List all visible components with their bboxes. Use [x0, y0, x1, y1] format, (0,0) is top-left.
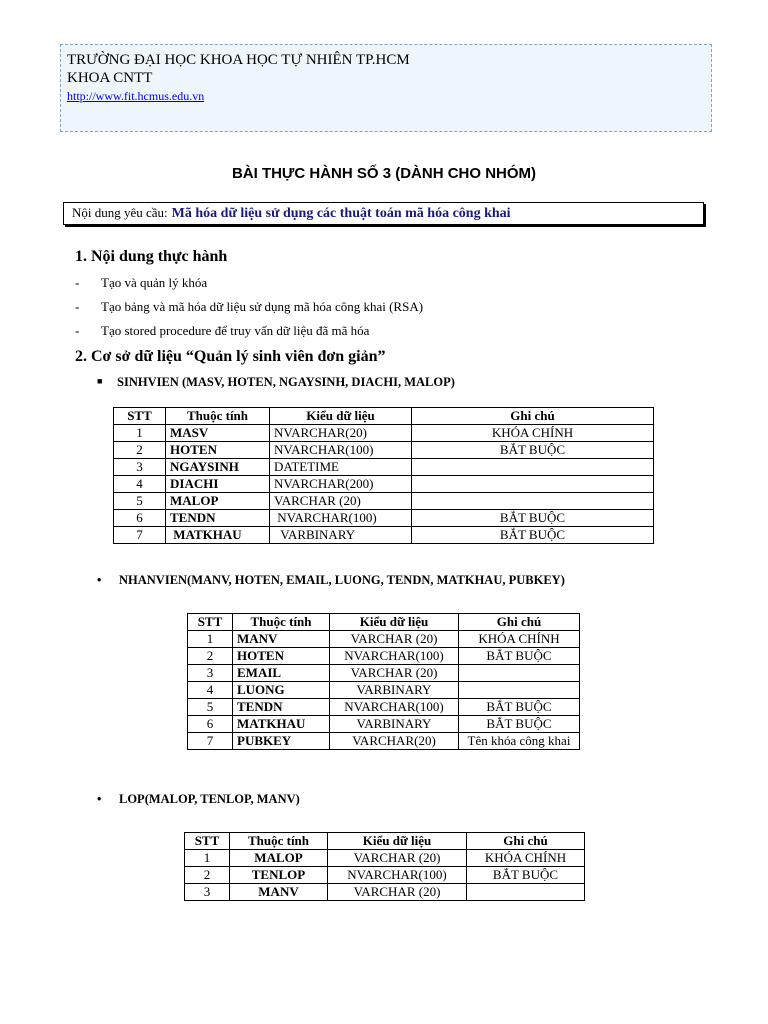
- table-cell: NGAYSINH: [166, 459, 270, 476]
- table-cell: VARBINARY: [330, 682, 459, 699]
- table-cell: 5: [188, 699, 233, 716]
- column-header: Ghi chú: [412, 408, 654, 425]
- table-cell: TENLOP: [230, 867, 328, 884]
- list-item: - Tạo bảng và mã hóa dữ liệu sử dụng mã hóa công khai (RSA): [75, 299, 424, 314]
- column-header: Kiểu dữ liệu: [330, 614, 459, 631]
- section2-heading: 2. Cơ sở dữ liệu “Quản lý sinh viên đơn giản”: [75, 348, 386, 365]
- table-cell: VARCHAR (20): [328, 850, 467, 867]
- table-cell: 4: [114, 476, 166, 493]
- table-cell: BẮT BUỘC: [412, 510, 654, 527]
- table-cell: DIACHI: [166, 476, 270, 493]
- list-item: - Tạo stored procedure để truy vấn dữ liệu đã mã hóa: [75, 323, 370, 338]
- table-cell: NVARCHAR(100): [270, 442, 412, 459]
- table-cell: VARCHAR(20): [330, 733, 459, 750]
- column-header: Kiểu dữ liệu: [270, 408, 412, 425]
- column-header: Ghi chú: [459, 614, 580, 631]
- table-cell: 1: [185, 850, 230, 867]
- table-row: [114, 442, 654, 459]
- table-cell: NVARCHAR(100): [270, 510, 412, 527]
- column-header: Thuộc tính: [233, 614, 330, 631]
- table-header-row: [185, 833, 585, 850]
- table-row: [188, 648, 580, 665]
- table-cell: 3: [114, 459, 166, 476]
- table-cell: BẮT BUỘC: [459, 699, 580, 716]
- sinhvien-title: ■ SINHVIEN (MASV, HOTEN, NGAYSINH, DIACHI, MALOP): [97, 375, 455, 389]
- table-cell: MATKHAU: [166, 527, 270, 544]
- table-cell: 2: [114, 442, 166, 459]
- table-cell: VARCHAR (20): [330, 631, 459, 648]
- table-cell: TENDN: [166, 510, 270, 527]
- table-row: [185, 884, 585, 901]
- table-row: [188, 733, 580, 750]
- round-bullet-icon: •: [97, 792, 102, 806]
- table-cell: 3: [188, 665, 233, 682]
- requirement-content: Mã hóa dữ liệu sử dụng các thuật toán mã hóa công khai: [171, 206, 511, 221]
- table-row: [114, 510, 654, 527]
- column-header: Thuộc tính: [230, 833, 328, 850]
- table-cell: [467, 884, 585, 901]
- table-cell: EMAIL: [233, 665, 330, 682]
- table-cell: 1: [188, 631, 233, 648]
- table-row: [185, 850, 585, 867]
- requirement-label: Nội dung yêu cầu:: [72, 205, 168, 220]
- table-row: [188, 699, 580, 716]
- column-header: Kiểu dữ liệu: [328, 833, 467, 850]
- table-cell: DATETIME: [270, 459, 412, 476]
- table-cell: 4: [188, 682, 233, 699]
- table-cell: Tên khóa công khai: [459, 733, 580, 750]
- table-cell: HOTEN: [166, 442, 270, 459]
- table-cell: NVARCHAR(100): [330, 648, 459, 665]
- table-cell: MALOP: [230, 850, 328, 867]
- table-cell: NVARCHAR(100): [330, 699, 459, 716]
- table-cell: LUONG: [233, 682, 330, 699]
- table-cell: [459, 682, 580, 699]
- table-header-row: [114, 408, 654, 425]
- table-cell: [412, 493, 654, 510]
- table-row: [114, 493, 654, 510]
- table-cell: VARCHAR (20): [328, 884, 467, 901]
- table-cell: 1: [114, 425, 166, 442]
- table-row: [114, 476, 654, 493]
- table-cell: MANV: [230, 884, 328, 901]
- faculty-website-link[interactable]: http://www.fit.hcmus.edu.vn: [67, 89, 205, 103]
- table-cell: KHÓA CHÍNH: [412, 425, 654, 442]
- section1-heading: 1. Nội dung thực hành: [75, 248, 228, 265]
- table-cell: MATKHAU: [233, 716, 330, 733]
- table-cell: [459, 665, 580, 682]
- table-cell: KHÓA CHÍNH: [467, 850, 585, 867]
- table-cell: TENDN: [233, 699, 330, 716]
- table-cell: NVARCHAR(200): [270, 476, 412, 493]
- nhanvien-table: [187, 613, 580, 750]
- table-cell: VARBINARY: [270, 527, 412, 544]
- table-cell: [412, 459, 654, 476]
- table-cell: BẮT BUỘC: [412, 442, 654, 459]
- table-cell: BẮT BUỘC: [459, 716, 580, 733]
- sinhvien-table: [113, 407, 654, 544]
- column-header: STT: [185, 833, 230, 850]
- table-cell: HOTEN: [233, 648, 330, 665]
- round-bullet-icon: •: [97, 573, 102, 587]
- table-cell: 7: [188, 733, 233, 750]
- table-row: [114, 425, 654, 442]
- table-cell: MASV: [166, 425, 270, 442]
- table-cell: 3: [185, 884, 230, 901]
- lop-table: [184, 832, 585, 901]
- university-header: [60, 44, 712, 132]
- table-cell: BẮT BUỘC: [467, 867, 585, 884]
- lop-title: • LOP(MALOP, TENLOP, MANV): [97, 792, 300, 806]
- table-cell: 6: [114, 510, 166, 527]
- table-cell: [412, 476, 654, 493]
- table-cell: 2: [185, 867, 230, 884]
- page-title: BÀI THỰC HÀNH SỐ 3 (DÀNH CHO NHÓM): [231, 165, 537, 182]
- table-cell: 6: [188, 716, 233, 733]
- table-cell: VARBINARY: [330, 716, 459, 733]
- table-cell: 7: [114, 527, 166, 544]
- table-cell: NVARCHAR(20): [270, 425, 412, 442]
- table-cell: 5: [114, 493, 166, 510]
- table-row: [188, 682, 580, 699]
- table-cell: MALOP: [166, 493, 270, 510]
- table-row: [188, 716, 580, 733]
- nhanvien-title: • NHANVIEN(MANV, HOTEN, EMAIL, LUONG, TENDN, MATKHAU, PUBKEY): [97, 573, 565, 587]
- table-row: [188, 665, 580, 682]
- requirement-box: [63, 202, 704, 225]
- column-header: STT: [188, 614, 233, 631]
- table-cell: MANV: [233, 631, 330, 648]
- table-cell: PUBKEY: [233, 733, 330, 750]
- table-row: [114, 459, 654, 476]
- table-cell: NVARCHAR(100): [328, 867, 467, 884]
- table-cell: VARCHAR (20): [330, 665, 459, 682]
- university-name: TRƯỜNG ĐẠI HỌC KHOA HỌC TỰ NHIÊN TP.HCM: [67, 52, 410, 68]
- list-item: - Tạo và quản lý khóa: [75, 275, 208, 290]
- column-header: Ghi chú: [467, 833, 585, 850]
- table-row: [114, 527, 654, 544]
- table-row: [185, 867, 585, 884]
- column-header: STT: [114, 408, 166, 425]
- table-cell: 2: [188, 648, 233, 665]
- column-header: Thuộc tính: [166, 408, 270, 425]
- square-bullet-icon: ■: [97, 376, 103, 386]
- table-row: [188, 631, 580, 648]
- table-cell: BẮT BUỘC: [459, 648, 580, 665]
- table-header-row: [188, 614, 580, 631]
- table-cell: KHÓA CHÍNH: [459, 631, 580, 648]
- faculty-name: KHOA CNTT: [67, 70, 153, 86]
- table-cell: VARCHAR (20): [270, 493, 412, 510]
- table-cell: BẮT BUỘC: [412, 527, 654, 544]
